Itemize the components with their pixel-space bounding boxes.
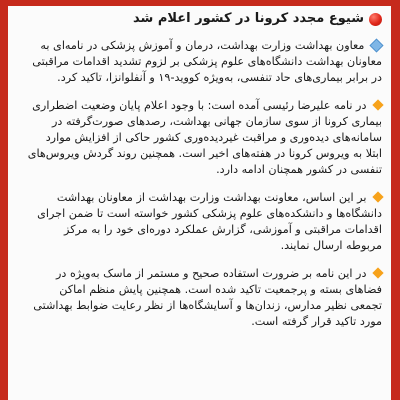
paragraph-text: در نامه علیرضا رئیسی آمده است: با وجود اعلام پایان وضعیت اضطراری بیماری کرونا از سوی سازمان جهانی بهداشت، رصدهای صورت‌گرفته در سامانه‌های دیده‌وری و مراقبت غیردیده‌وری کشور حاکی از افزایش موارد ابتلا به ویروس کرونا در هفته‌های اخیر است. همچنین روند گردش ویروس‌های تنفسی در کشور همچنان ادامه دارد. xyxy=(27,99,382,176)
paragraph-text: بر این اساس، معاونت بهداشت وزارت بهداشت از معاونان بهداشت دانشگاه‌ها و دانشکده‌های علوم پزشکی کشور خواسته است تا ضمن اجرای اقدامات مراقبتی و آموزشی، گزارش عملکرد دوره‌ای خود را به مرکز مربوطه ارسال نمایند. xyxy=(37,191,382,252)
post-title-row xyxy=(26,10,382,28)
orange-diamond-icon xyxy=(372,267,383,278)
paragraph-text: معاون بهداشت وزارت بهداشت، درمان و آموزش پزشکی در نامه‌ای به معاونان بهداشت دانشگاه‌های علوم پزشکی بر لزوم تشدید اقدامات مراقبتی در برابر بیماری‌های حاد تنفسی، به‌ویژه کووید-۱۹ و آنفلوانزا، تاکید کرد. xyxy=(32,39,382,84)
red-circle-icon xyxy=(369,13,382,26)
paragraph-1 xyxy=(26,38,382,86)
paragraph-3 xyxy=(26,190,382,254)
paragraph-text: در این نامه بر ضرورت استفاده صحیح و مستمر از ماسک به‌ویژه در فضاهای بسته و پرجمعیت تاکید شده است. همچنین پایش منظم اماکن تجمعی نظیر مدارس، زندان‌ها و آسایشگاه‌ها از نظر رعایت ضوابط بهداشتی مورد تاکید قرار گرفته است. xyxy=(33,267,382,328)
paragraph-2 xyxy=(26,98,382,178)
paragraph-4 xyxy=(26,266,382,330)
orange-diamond-icon xyxy=(372,99,383,110)
blue-diamond-icon xyxy=(369,38,383,52)
post-title: شیوع مجدد کرونا در کشور اعلام شد xyxy=(133,11,364,26)
news-card xyxy=(8,6,391,400)
orange-diamond-icon xyxy=(372,191,383,202)
